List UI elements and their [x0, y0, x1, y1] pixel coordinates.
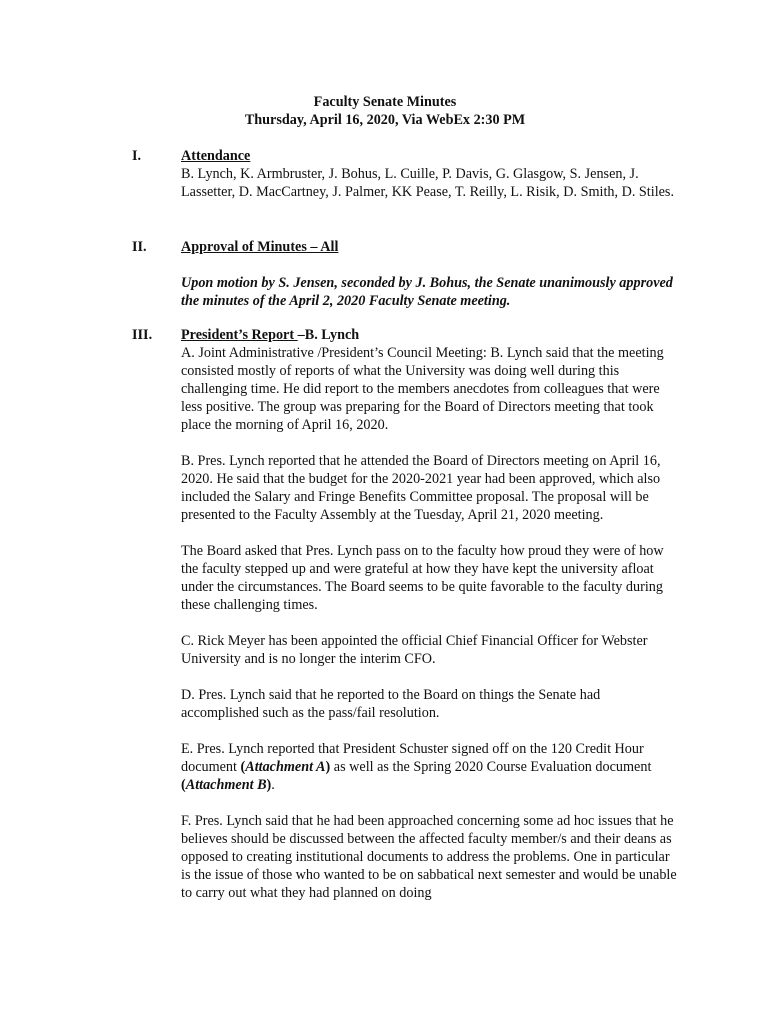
paragraph-f: F. Pres. Lynch said that he had been approached concerning some ad hoc issues that he believes should be discussed between the affected faculty member/s and their deans as opposed to creating institutional documents to address the problems. One in particular is the issue of those who wanted to be on sabbatical next semester and would be unable to carry out what they had planned on doing: [181, 813, 677, 901]
section-heading-presenter: –B. Lynch: [297, 327, 360, 343]
paragraph-e-text-2: as well as the Spring 2020 Course Evaluation document: [330, 759, 652, 775]
attendance-list: B. Lynch, K. Armbruster, J. Bohus, L. Cuille, P. Davis, G. Glasgow, S. Jensen, J. Lassetter, D. MacCartney, J. Palmer, KK Pease, T. Reilly, L. Risik, D. Smith, D. Stiles.: [181, 166, 674, 200]
section-heading: President’s Report: [181, 327, 298, 343]
paragraph-e-text-3: .: [271, 777, 275, 793]
document-header: [0, 93, 770, 129]
paragraph-board: The Board asked that Pres. Lynch pass on to the faculty how proud they were of how the faculty stepped up and were grateful at how they have kept the university afloat under the circumstances. The Board seems to be quite favorable to the faculty during these challenging times.: [181, 543, 664, 613]
section-numeral: I.: [132, 148, 142, 164]
attachment-b-ref: (Attachment B): [181, 777, 272, 793]
paragraph-e-text-1: E. Pres. Lynch reported that President Schuster signed off on the 120 Credit Hour document: [181, 741, 644, 775]
paragraph-b: B. Pres. Lynch reported that he attended the Board of Directors meeting on April 16, 2020. He said that the budget for the 2020-2021 year had been approved, which also included the Salary and Fringe Benefits Committee proposal. The proposal will be presented to the Faculty Assembly at the Tuesday, April 21, 2020 meeting.: [181, 453, 661, 523]
document-subtitle: Thursday, April 16, 2020, Via WebEx 2:30 PM: [244, 112, 526, 128]
approval-motion: Upon motion by S. Jensen, seconded by J. Bohus, the Senate unanimously approved the minutes of the April 2, 2020 Faculty Senate meeting.: [181, 275, 673, 309]
section-heading: Attendance: [181, 148, 251, 164]
document-title: Faculty Senate Minutes: [313, 94, 457, 110]
section-heading: Approval of Minutes – All: [181, 239, 339, 255]
paragraph-c: C. Rick Meyer has been appointed the official Chief Financial Officer for Webster University and is no longer the interim CFO.: [181, 633, 648, 667]
section-numeral: III.: [132, 327, 153, 343]
section-numeral: II.: [132, 239, 147, 255]
attachment-a-label: Attachment A: [245, 759, 326, 775]
section-content: [181, 326, 681, 902]
attachment-b-label: Attachment B: [185, 777, 267, 793]
attachment-a-ref: (Attachment A): [240, 759, 331, 775]
section-content: [181, 147, 681, 201]
paragraph-e: [181, 740, 681, 794]
paragraph-d: D. Pres. Lynch said that he reported to the Board on things the Senate had accomplished such as the pass/fail resolution.: [181, 687, 601, 721]
paragraph-a: A. Joint Administrative /President’s Council Meeting: B. Lynch said that the meeting consisted mostly of reports of what the University was doing well during this challenging time. He did report to the members anecdotes from colleagues that were less positive. The group was preparing for the Board of Directors meeting that took place the morning of April 16, 2020.: [181, 345, 664, 433]
section-content: [181, 238, 681, 310]
